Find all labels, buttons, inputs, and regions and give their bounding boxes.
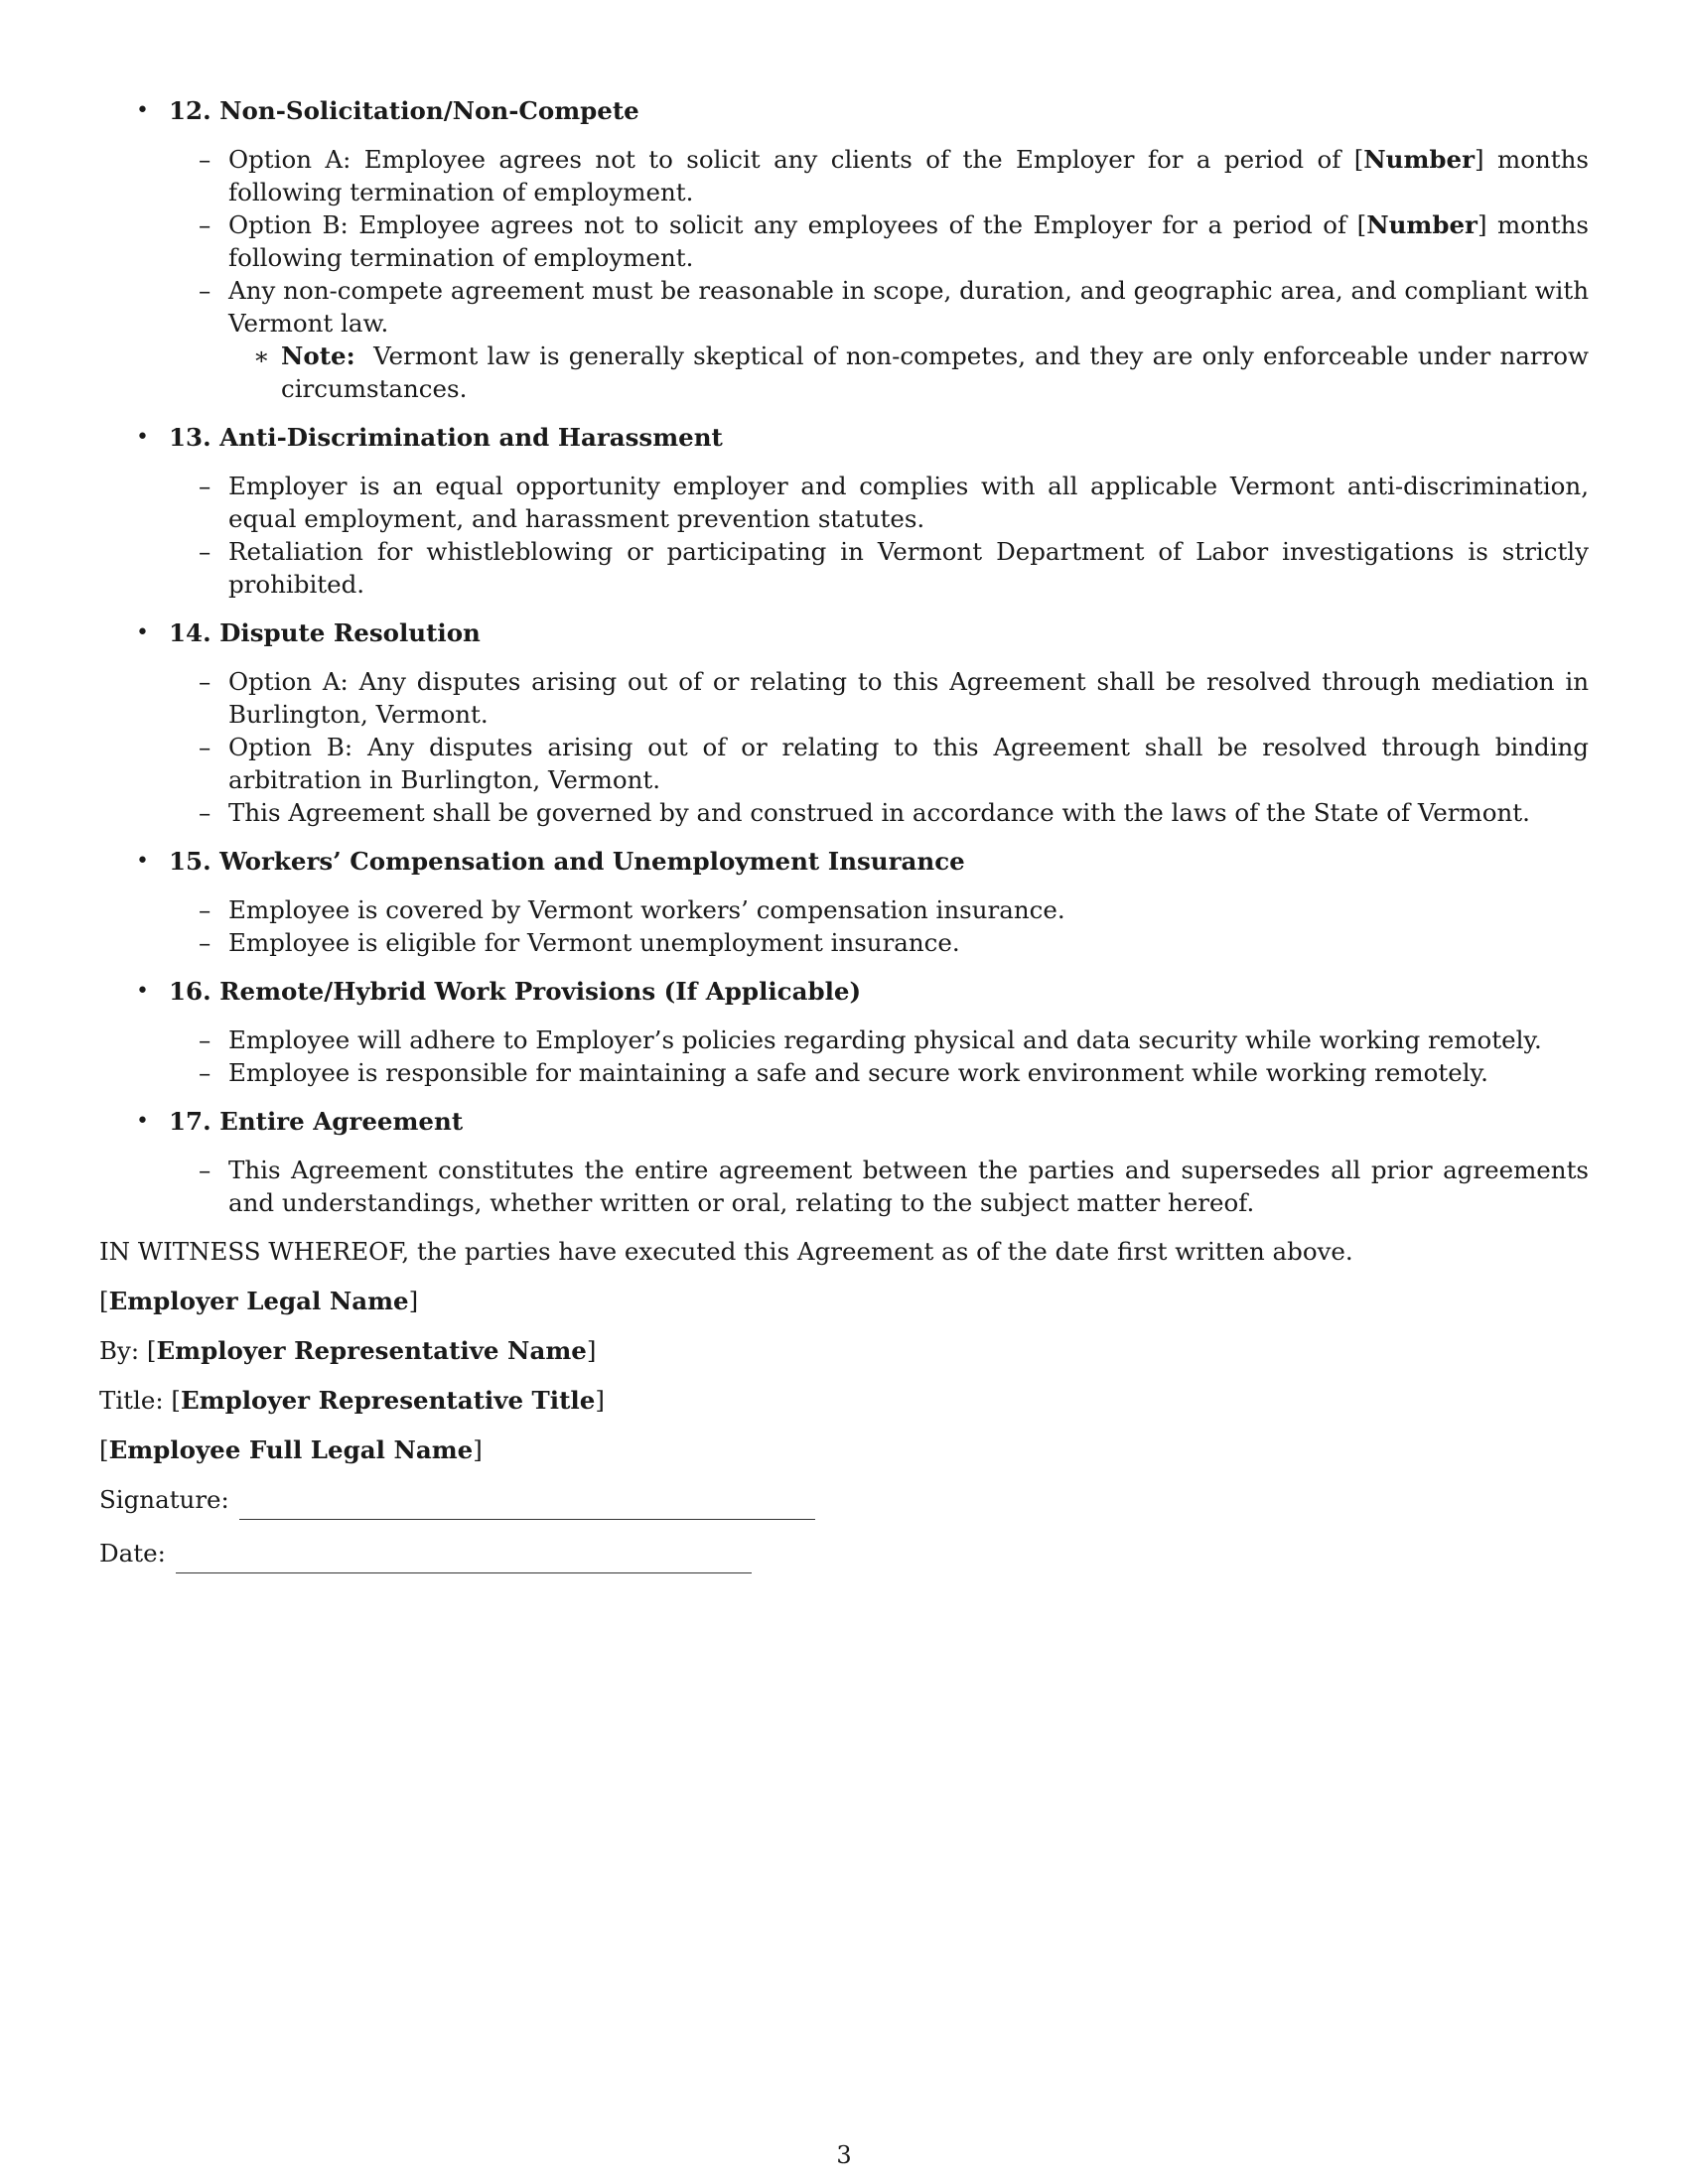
signature-label: Signature: bbox=[99, 1485, 229, 1514]
bullet: • bbox=[136, 98, 149, 123]
section-14 bbox=[99, 616, 1589, 829]
section-title: 16. Remote/Hybrid Work Provisions (If Applicable) bbox=[169, 977, 862, 1006]
signature-line bbox=[99, 1483, 1589, 1520]
witness-statement: IN WITNESS WHEREOF, the parties have executed this Agreement as of the date first written above. bbox=[99, 1237, 1353, 1266]
note-label: Note: bbox=[281, 341, 355, 370]
section-17 bbox=[99, 1105, 1589, 1219]
list-item: – This Agreement shall be governed by and construed in accordance with the laws of the State of Vermont. bbox=[199, 798, 1530, 827]
dash: – bbox=[199, 1058, 211, 1087]
list-item: – Option A: Any disputes arising out of or relating to this Agreement shall be resolved through mediation in Burlington, Vermont. bbox=[199, 667, 1589, 729]
dash: – bbox=[199, 472, 211, 500]
dash: – bbox=[199, 537, 211, 566]
dash: – bbox=[199, 276, 211, 305]
bullet: • bbox=[136, 620, 149, 645]
section-13 bbox=[99, 421, 1589, 601]
rep-title: Employer Representative Title bbox=[180, 1386, 596, 1415]
bullet: • bbox=[136, 979, 149, 1004]
section-title: 15. Workers’ Compensation and Unemployment Insurance bbox=[169, 847, 965, 876]
list-item: – This Agreement constitutes the entire agreement between the parties and supersedes all prior agreements and understandings, whether written or oral, relating to the subject matter hereof. bbox=[199, 1156, 1589, 1217]
signature-field[interactable] bbox=[239, 1486, 815, 1520]
dash: – bbox=[199, 1156, 211, 1184]
placeholder-field: Number bbox=[1363, 145, 1476, 174]
dash: – bbox=[199, 1025, 211, 1054]
employee-name: [Employee Full Legal Name] bbox=[99, 1435, 483, 1464]
dash: – bbox=[199, 798, 211, 827]
section-title: 17. Entire Agreement bbox=[169, 1107, 464, 1136]
list-item: – Employee is responsible for maintaining a safe and secure work environment while working remotely. bbox=[199, 1058, 1488, 1087]
list-item: – Employee is eligible for Vermont unemployment insurance. bbox=[199, 928, 960, 957]
section-title: 12. Non-Solicitation/Non-Compete bbox=[169, 96, 639, 125]
dash: – bbox=[199, 733, 211, 761]
asterisk-bullet: ∗ bbox=[253, 341, 270, 370]
bullet: • bbox=[136, 1109, 149, 1134]
title-line: Title: [Employer Representative Title] bbox=[99, 1386, 605, 1415]
dash: – bbox=[199, 145, 211, 174]
list-item: – Option A: Employee agrees not to solicit any clients of the Employer for a period of [Number] months following termination of employment. bbox=[199, 145, 1589, 206]
placeholder-field: Number bbox=[1366, 210, 1477, 239]
bullet: • bbox=[136, 425, 149, 450]
by-line: By: [Employer Representative Name] bbox=[99, 1336, 597, 1365]
date-label: Date: bbox=[99, 1539, 166, 1568]
dash: – bbox=[199, 667, 211, 696]
list-item: – Option B: Employee agrees not to solicit any employees of the Employer for a period of [Number] months following termination of employment. bbox=[199, 210, 1589, 272]
note-item bbox=[169, 340, 1589, 405]
document-page bbox=[99, 94, 1589, 1590]
note-text: Vermont law is generally skeptical of non-competes, and they are only enforceable under narrow circumstances. bbox=[281, 341, 1589, 403]
list-item: – Any non-compete agreement must be reasonable in scope, duration, and geographic area, and compliant with Vermont law. bbox=[199, 276, 1589, 338]
section-title: 13. Anti-Discrimination and Harassment bbox=[169, 423, 723, 452]
list-item: – Employer is an equal opportunity employer and complies with all applicable Vermont anti-discrimination, equal employment, and harassment prevention statutes. bbox=[199, 472, 1589, 533]
list-item: – Employee is covered by Vermont workers’ compensation insurance. bbox=[199, 895, 1065, 924]
section-title: 14. Dispute Resolution bbox=[169, 618, 481, 647]
dash: – bbox=[199, 210, 211, 239]
list-item: – Option B: Any disputes arising out of or relating to this Agreement shall be resolved through binding arbitration in Burlington, Vermont. bbox=[199, 733, 1589, 794]
dash: – bbox=[199, 895, 211, 924]
date-line bbox=[99, 1537, 1589, 1573]
section-15 bbox=[99, 845, 1589, 959]
dash: – bbox=[199, 928, 211, 957]
employer-name: [Employer Legal Name] bbox=[99, 1287, 419, 1315]
list-item: – Retaliation for whistleblowing or participating in Vermont Department of Labor investigations is strictly prohibited. bbox=[199, 537, 1589, 599]
section-16 bbox=[99, 975, 1589, 1089]
list-item: – Employee will adhere to Employer’s policies regarding physical and data security while working remotely. bbox=[199, 1025, 1542, 1054]
section-12 bbox=[99, 94, 1589, 405]
bullet: • bbox=[136, 849, 149, 874]
date-field[interactable] bbox=[176, 1540, 752, 1573]
rep-name: Employer Representative Name bbox=[156, 1336, 587, 1365]
page-number: 3 bbox=[836, 2141, 852, 2169]
